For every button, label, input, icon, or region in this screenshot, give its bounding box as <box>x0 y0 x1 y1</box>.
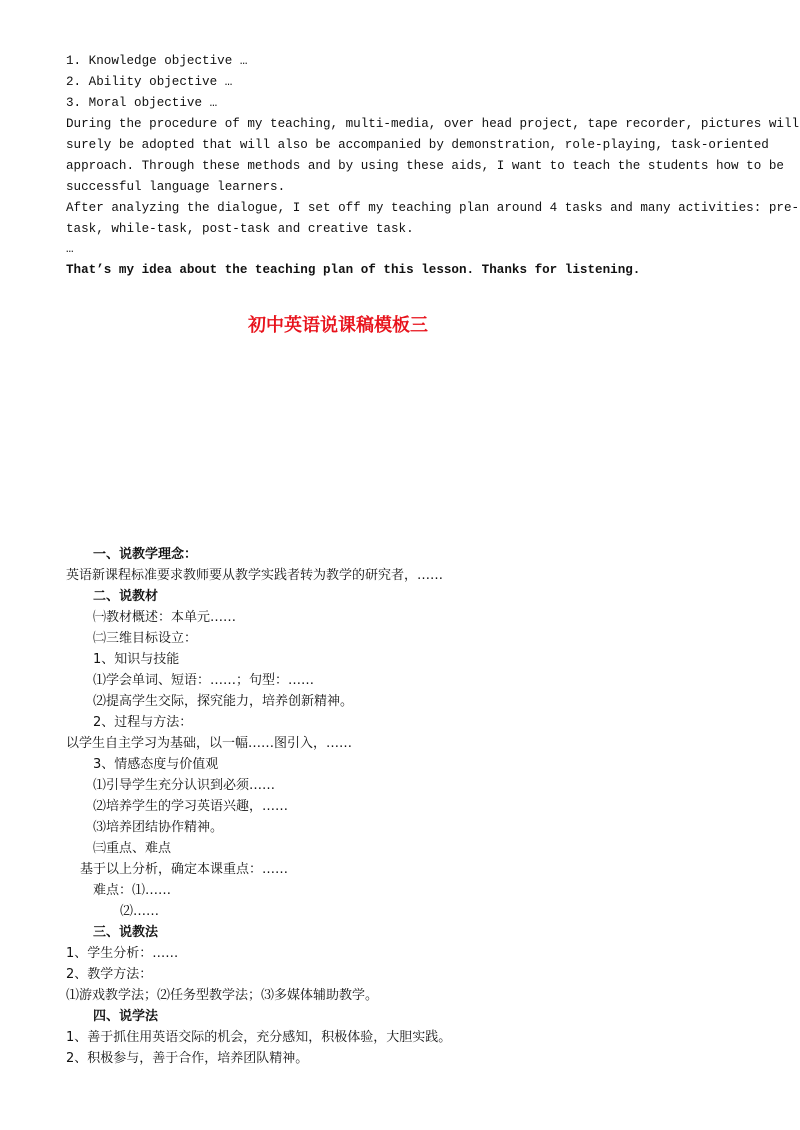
methods-line-4: successful language learners. <box>66 180 286 194</box>
text-line: ㈢重点、难点 <box>93 841 172 856</box>
text-line: ⑴引导学生充分认识到必须…… <box>93 778 276 793</box>
heading-teaching-philosophy: 一、说教学理念： <box>93 547 198 562</box>
heading-learning-methods: 四、说学法 <box>93 1009 159 1024</box>
text-line: ⑶培养团结协作精神。 <box>93 820 224 835</box>
text-line: 英语新课程标准要求教师要从教学实践者转为教学的研究者，…… <box>66 568 444 583</box>
text-line: ⑴学会单词、短语：……；句型：…… <box>93 673 315 688</box>
heading-textbook: 二、说教材 <box>93 589 159 604</box>
text-line: 1、善于抓住用英语交际的机会，充分感知，积极体验，大胆实践。 <box>66 1030 452 1045</box>
text-line: ⑵培养学生的学习英语兴趣，…… <box>93 799 289 814</box>
heading-teaching-methods: 三、说教法 <box>93 925 159 940</box>
closing-statement: That’s my idea about the teaching plan of this lesson. Thanks for listening. <box>66 263 641 277</box>
ellipsis: … <box>66 242 74 256</box>
text-line: 基于以上分析，确定本课重点：…… <box>80 862 289 877</box>
text-line: 1、知识与技能 <box>93 652 180 667</box>
methods-line-2: surely be adopted that will also be accompanied by demonstration, role-playing, task-oriented <box>66 138 769 152</box>
text-line: 3、情感态度与价值观 <box>93 757 219 772</box>
text-line: 2、过程与方法： <box>93 715 193 730</box>
text-line: ㈠教材概述：本单元…… <box>93 610 237 625</box>
text-line: 1、学生分析：…… <box>66 946 179 961</box>
text-line: ⑵提高学生交际，探究能力，培养创新精神。 <box>93 694 354 709</box>
objective-3: 3. Moral objective … <box>66 96 218 110</box>
page-title: 初中英语说课稿模板三 <box>248 315 428 336</box>
text-line: 2、积极参与，善于合作，培养团队精神。 <box>66 1051 309 1066</box>
text-line: ⑵…… <box>120 904 160 919</box>
objective-2: 2. Ability objective … <box>66 75 233 89</box>
methods-line-1: During the procedure of my teaching, multi-media, over head project, tape recorder, pictures will <box>66 117 800 131</box>
text-line: ㈡三维目标设立： <box>93 631 198 646</box>
plan-line-1: After analyzing the dialogue, I set off my teaching plan around 4 tasks and many activities: pre- <box>66 201 800 215</box>
plan-line-2: task, while-task, post-task and creative task. <box>66 222 414 236</box>
text-line: ⑴游戏教学法；⑵任务型教学法；⑶多媒体辅助教学。 <box>66 988 379 1003</box>
objective-1: 1. Knowledge objective … <box>66 54 248 68</box>
text-line: 以学生自主学习为基础，以一幅……图引入，…… <box>66 736 353 751</box>
methods-line-3: approach. Through these methods and by using these aids, I want to teach the students how to be <box>66 159 784 173</box>
text-line: 难点：⑴…… <box>93 883 172 898</box>
text-line: 2、教学方法： <box>66 967 153 982</box>
